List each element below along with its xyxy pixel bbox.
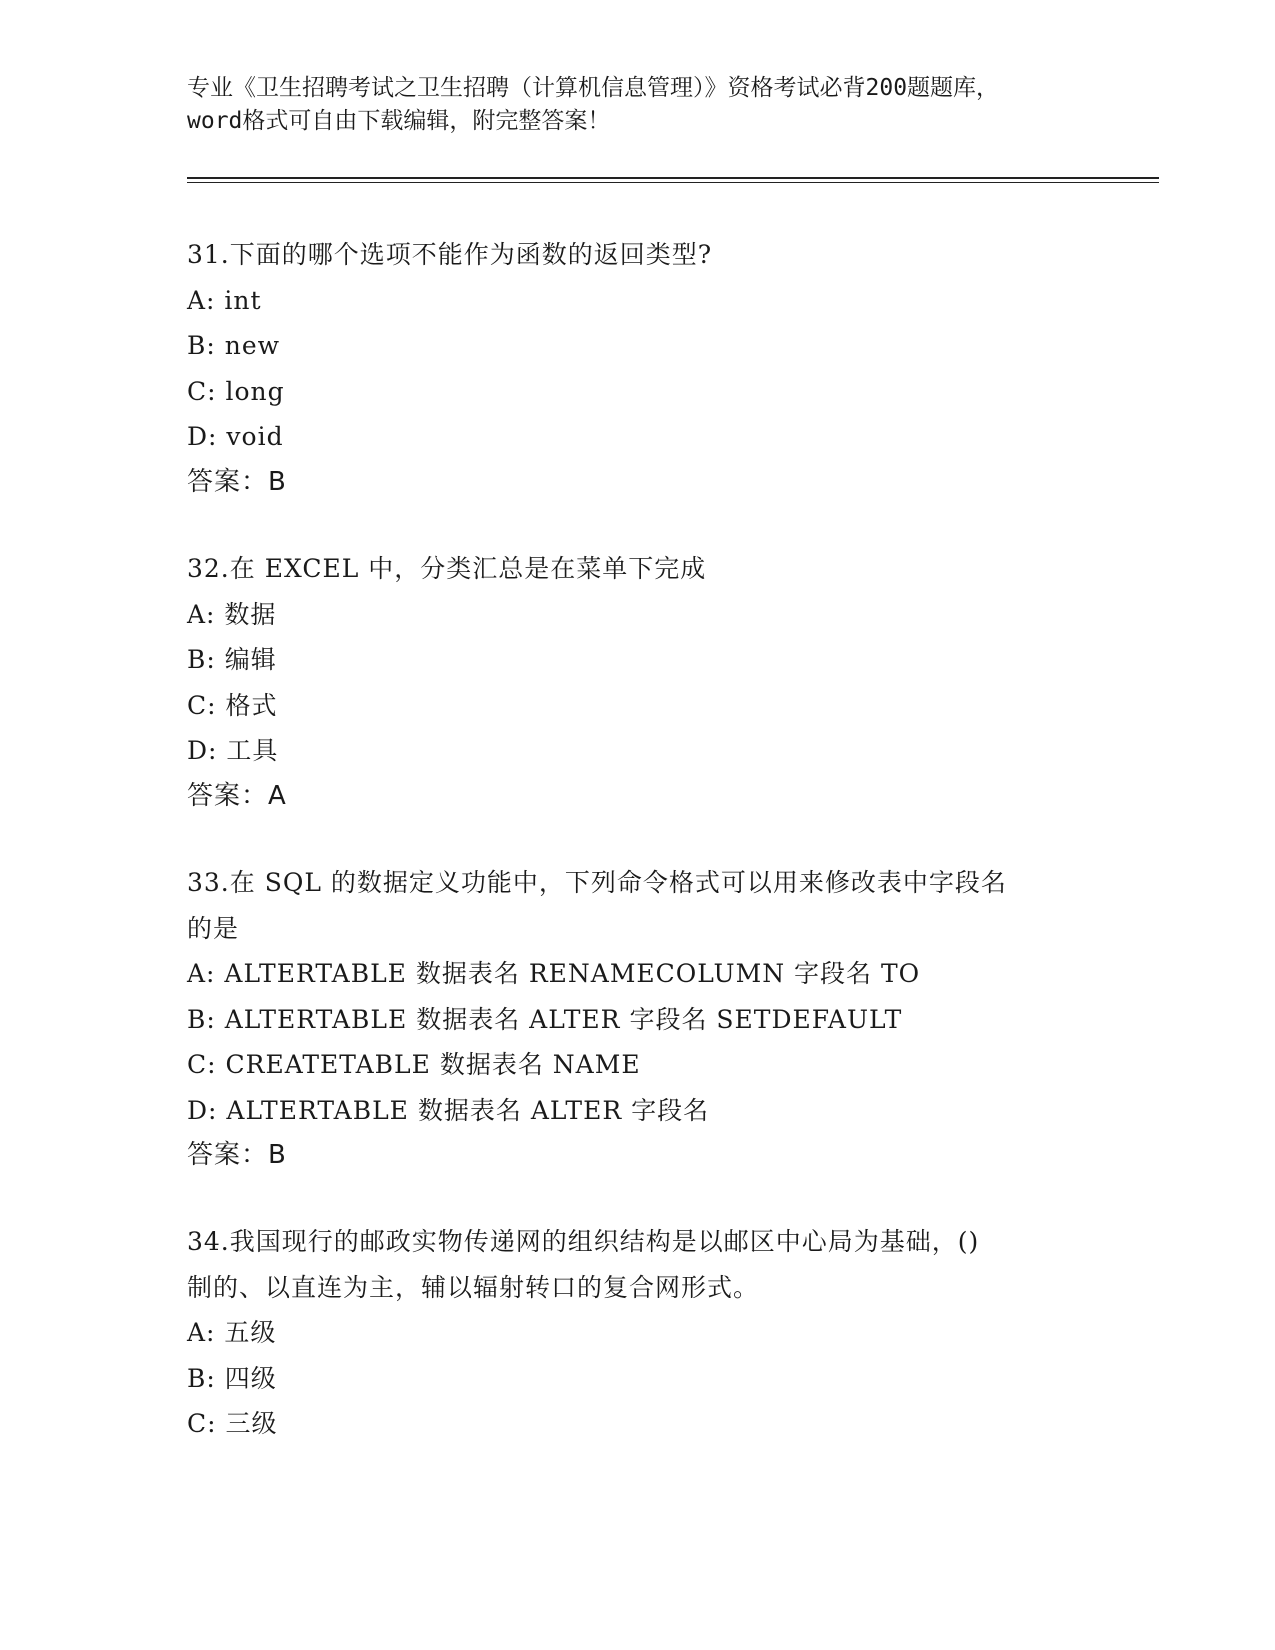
answer: 答案：A	[187, 780, 287, 811]
answer: 答案：B	[187, 466, 287, 497]
option-c: C: 三级	[187, 1409, 278, 1438]
option-a: A: ALTERTABLE 数据表名 RENAMECOLUMN 字段名 TO	[187, 959, 921, 988]
question-stem: 32.在 EXCEL 中，分类汇总是在菜单下完成	[187, 554, 707, 583]
question-31	[187, 232, 1087, 505]
header-divider-thick	[187, 177, 1159, 179]
question-33	[187, 860, 1087, 1179]
option-a: A: 五级	[187, 1318, 277, 1347]
document-header	[187, 72, 1087, 138]
question-stem: 31.下面的哪个选项不能作为函数的返回类型?	[187, 240, 713, 269]
question-stem-continued: 的是	[187, 913, 240, 943]
option-d: D: 工具	[187, 736, 279, 765]
option-b: B: ALTERTABLE 数据表名 ALTER 字段名 SETDEFAULT	[187, 1004, 903, 1034]
question-stem-continued: 制的、以直连为主，辅以辐射转口的复合网形式。	[187, 1272, 760, 1302]
answer: 答案：B	[187, 1140, 287, 1170]
option-a: A: 数据	[187, 599, 277, 629]
option-c: C: 格式	[187, 690, 278, 720]
option-b: B: 四级	[187, 1363, 277, 1393]
header-divider-thin	[187, 182, 1159, 183]
question-34	[187, 1219, 1087, 1447]
question-stem: 34.我国现行的邮政实物传递网的组织结构是以邮区中心局为基础，()	[187, 1227, 980, 1256]
option-d: D: void	[187, 422, 284, 451]
option-d: D: ALTERTABLE 数据表名 ALTER 字段名	[187, 1095, 710, 1125]
header-line-1: 专业《卫生招聘考试之卫生招聘（计算机信息管理）》资格考试必背200题题库，	[187, 75, 1000, 101]
question-32	[187, 546, 1087, 819]
option-b: B: 编辑	[187, 645, 277, 674]
option-a: A: int	[187, 285, 262, 315]
header-line-2: word格式可自由下载编辑，附完整答案！	[187, 108, 611, 134]
option-b: B: new	[187, 331, 281, 360]
option-c: C: long	[187, 376, 285, 406]
option-c: C: CREATETABLE 数据表名 NAME	[187, 1050, 641, 1079]
question-stem: 33.在 SQL 的数据定义功能中，下列命令格式可以用来修改表中字段名	[187, 868, 1007, 897]
